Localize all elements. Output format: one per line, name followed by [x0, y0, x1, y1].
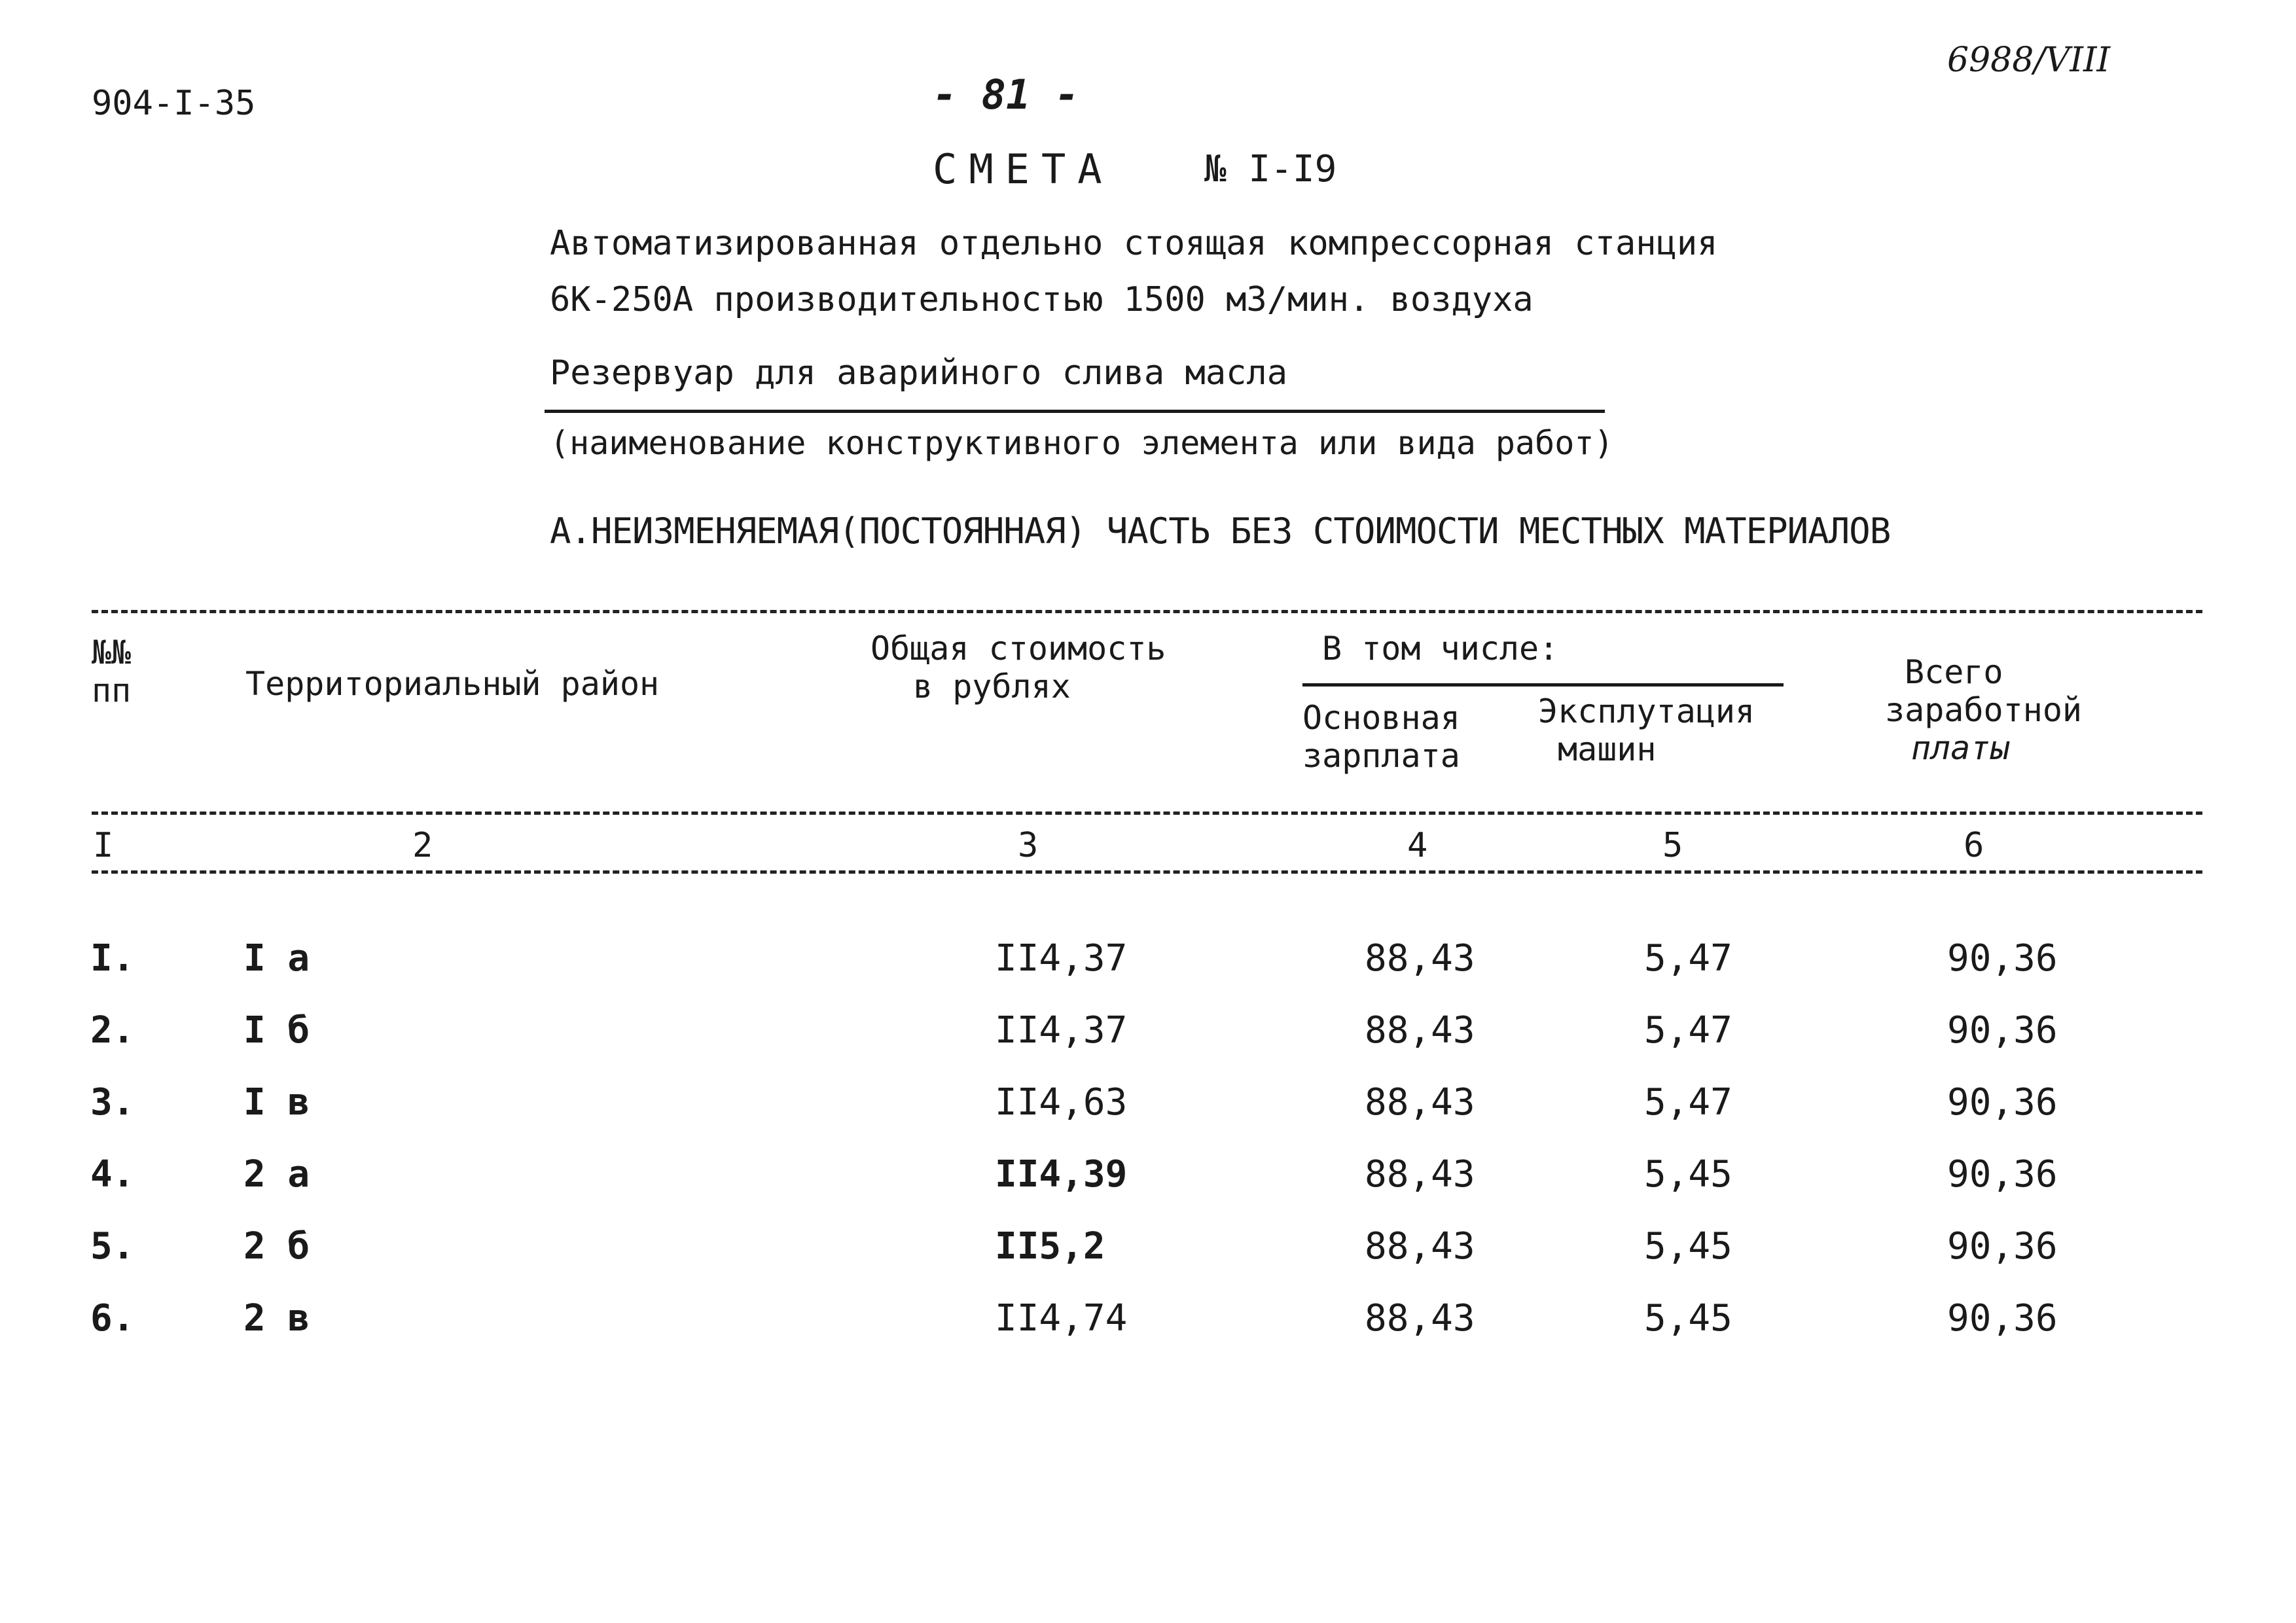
element-underline — [545, 410, 1605, 413]
header-machine-operation — [1538, 692, 1755, 768]
row-number: 4. — [90, 1153, 135, 1196]
row-base-wage: 88,43 — [1365, 1225, 1475, 1268]
object-description-line2: 6К-250А производительностью 1500 м3/мин. воздуха — [550, 280, 1534, 319]
row-region: 2 а — [243, 1153, 310, 1196]
row-machine-operation: 5,47 — [1644, 1081, 1732, 1124]
table-row — [0, 1225, 2296, 1291]
page-number: - 81 - — [933, 71, 1079, 118]
header-number-line2: пп — [92, 671, 132, 709]
row-total-cost: II4,37 — [995, 937, 1128, 980]
row-number: 3. — [90, 1081, 135, 1124]
document-code: 904-I-35 — [92, 84, 256, 123]
column-number-5: 5 — [1662, 826, 1683, 865]
row-base-wage: 88,43 — [1365, 1009, 1475, 1052]
row-total-wage: 90,36 — [1947, 1009, 2058, 1052]
row-region: I в — [243, 1081, 310, 1124]
table-row — [0, 1153, 2296, 1219]
column-number-6: 6 — [1964, 826, 1984, 865]
row-number: 5. — [90, 1225, 135, 1268]
table-top-rule — [92, 610, 2202, 613]
element-caption: (наименование конструктивного элемента или вида работ) — [550, 424, 1614, 462]
row-number: 6. — [90, 1297, 135, 1340]
column-number-3: 3 — [1018, 826, 1039, 865]
row-total-cost: II4,39 — [995, 1153, 1128, 1196]
row-base-wage: 88,43 — [1365, 1153, 1475, 1196]
row-number: 2. — [90, 1009, 135, 1052]
row-machine-operation: 5,45 — [1644, 1225, 1732, 1268]
column-number-1: I — [93, 826, 114, 865]
table-row — [0, 937, 2296, 1003]
header-total-line1: Общая стоимость — [870, 630, 1166, 668]
row-number: I. — [90, 937, 135, 980]
row-total-cost: II4,74 — [995, 1297, 1128, 1340]
row-total-wage: 90,36 — [1947, 1153, 2058, 1196]
row-machine-operation: 5,45 — [1644, 1297, 1732, 1340]
header-number-line1: №№ — [92, 633, 132, 671]
row-total-cost: II5,2 — [995, 1225, 1105, 1268]
row-machine-operation: 5,47 — [1644, 937, 1732, 980]
header-total-cost — [870, 630, 1166, 705]
header-region: Территориальный район — [245, 665, 660, 703]
archive-number: 6988/VIII — [1947, 41, 2111, 80]
table-row — [0, 1009, 2296, 1075]
table-row — [0, 1297, 2296, 1363]
header-machines-line1: Эксплутация — [1538, 692, 1755, 730]
column-number-rule — [92, 870, 2202, 874]
header-total-line2: в рублях — [913, 668, 1071, 705]
row-region: 2 б — [243, 1225, 310, 1268]
row-machine-operation: 5,45 — [1644, 1153, 1732, 1196]
estimate-number: № I-I9 — [1204, 148, 1337, 190]
header-total-wage — [1885, 653, 2082, 767]
element-name: Резервуар для аварийного слива масла — [550, 353, 1288, 393]
header-machines-line2: машин — [1558, 730, 1657, 768]
object-description-line1: Автоматизированная отдельно стоящая компрессорная станция — [550, 224, 1718, 263]
header-allwage-line1: Всего — [1905, 653, 2003, 691]
table-row — [0, 1081, 2296, 1147]
header-including-rule — [1302, 683, 1784, 687]
row-region: 2 в — [243, 1297, 310, 1340]
row-total-wage: 90,36 — [1947, 1297, 2058, 1340]
row-base-wage: 88,43 — [1365, 1297, 1475, 1340]
header-wage-line2: зарплата — [1302, 737, 1460, 775]
header-allwage-line2: заработной — [1885, 691, 2083, 729]
row-total-cost: II4,37 — [995, 1009, 1128, 1052]
header-allwage-line3: платы — [1911, 729, 2010, 767]
column-number-2: 2 — [412, 826, 433, 865]
header-bottom-rule — [92, 812, 2202, 815]
estimate-title: СМЕТА — [933, 145, 1114, 193]
row-total-cost: II4,63 — [995, 1081, 1128, 1124]
row-base-wage: 88,43 — [1365, 1081, 1475, 1124]
header-base-wage — [1302, 699, 1460, 775]
section-title: А.НЕИЗМЕНЯЕМАЯ(ПОСТОЯННАЯ) ЧАСТЬ БЕЗ СТОИМОСТИ МЕСТНЫХ МАТЕРИАЛОВ — [550, 510, 1891, 552]
row-total-wage: 90,36 — [1947, 1225, 2058, 1268]
row-region: I а — [243, 937, 310, 980]
row-base-wage: 88,43 — [1365, 937, 1475, 980]
row-total-wage: 90,36 — [1947, 937, 2058, 980]
column-number-4: 4 — [1407, 826, 1428, 865]
row-total-wage: 90,36 — [1947, 1081, 2058, 1124]
header-including: В том числе: — [1322, 630, 1559, 668]
header-wage-line1: Основная — [1302, 699, 1460, 737]
header-row-number — [92, 633, 131, 709]
row-machine-operation: 5,47 — [1644, 1009, 1732, 1052]
row-region: I б — [243, 1009, 310, 1052]
